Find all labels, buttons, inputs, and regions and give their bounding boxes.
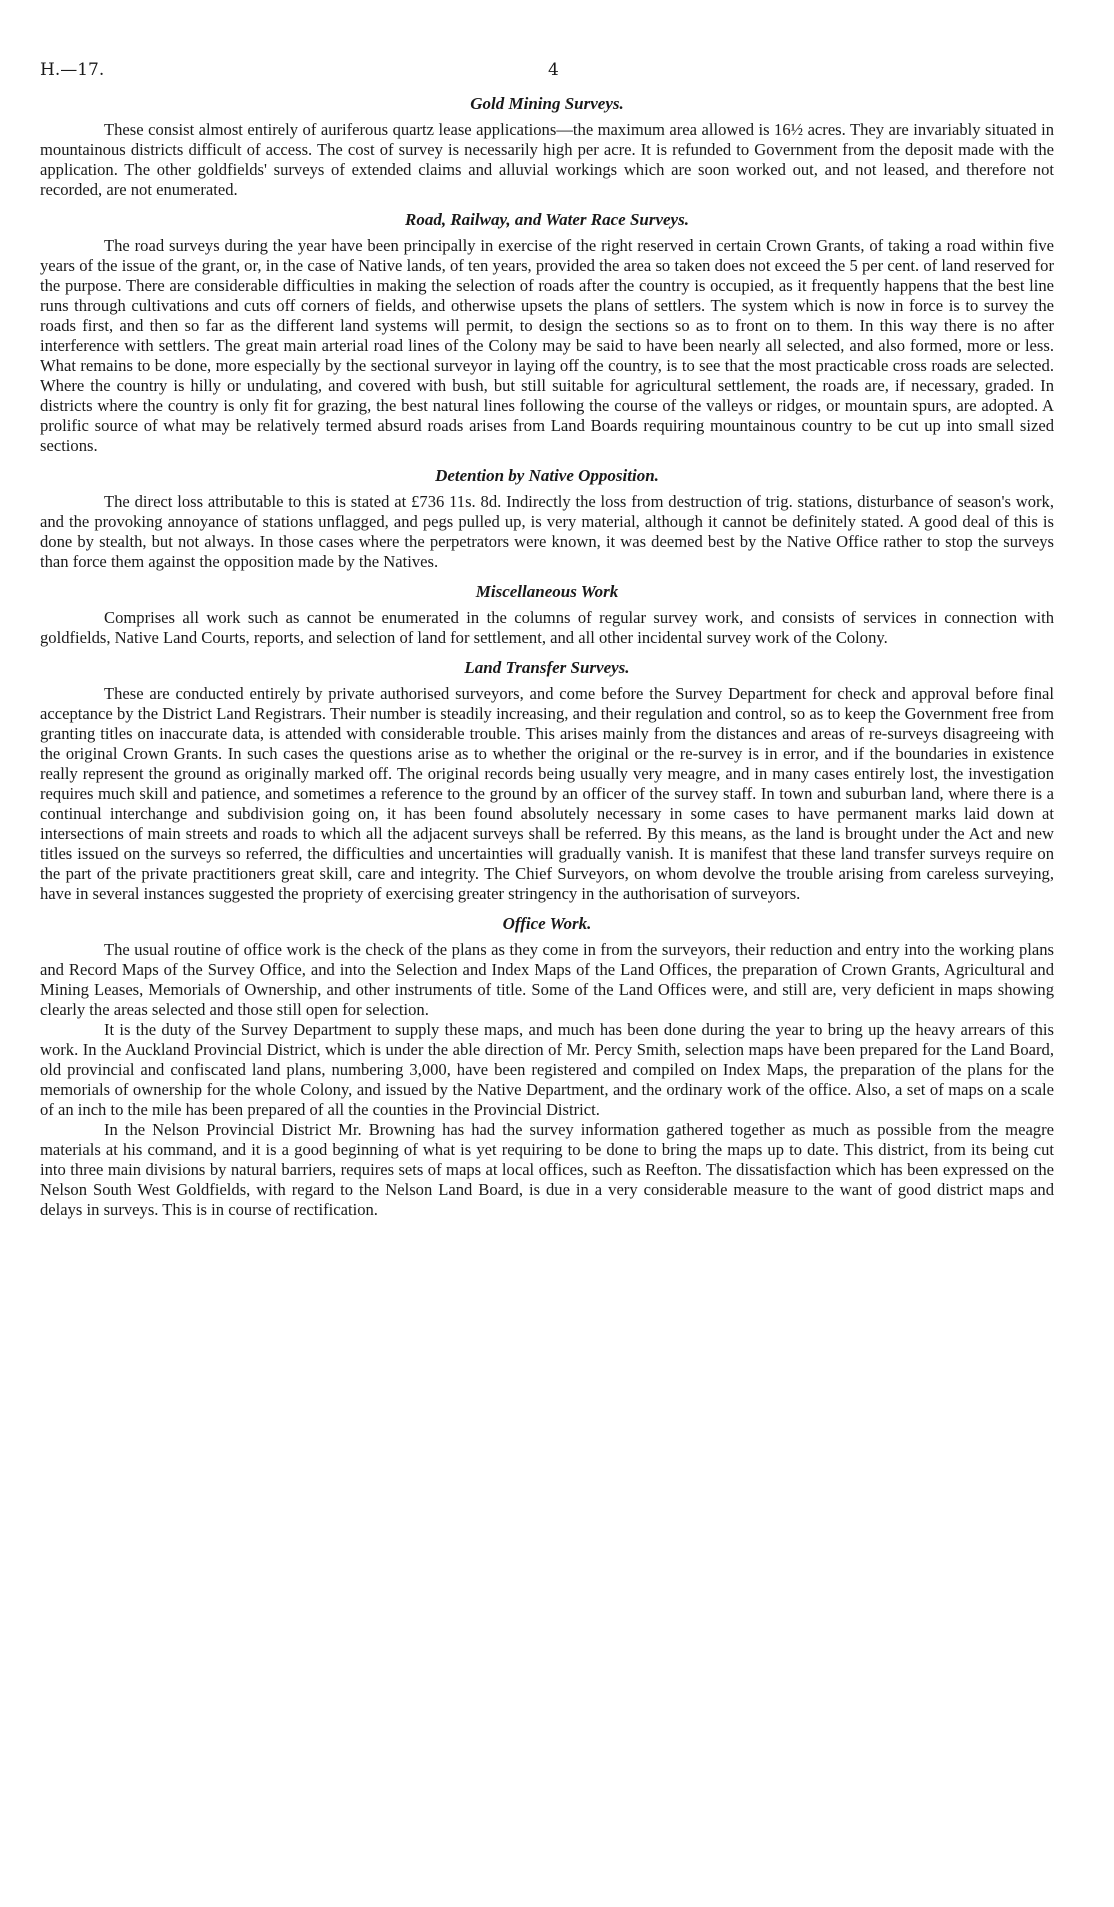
paragraph: These consist almost entirely of auriferous quartz lease applications—the maximum area allowed is 16½ acres. They are invariably situated in mountainous districts difficult of access. The cost of survey is necessarily high per acre. It is refunded to Government from the deposit made with the application. The other goldfields' surveys of extended claims and alluvial workings which are soon worked out, and not leased, and therefore not recorded, are not enumerated.: [40, 120, 1054, 199]
section-miscellaneous-work: [40, 582, 1054, 648]
section-land-transfer-surveys: [40, 658, 1054, 904]
paragraph: The usual routine of office work is the check of the plans as they come in from the surveyors, their reduction and entry into the working plans and Record Maps of the Survey Office, and into the Selection and Index Maps of the Land Offices, the preparation of Crown Grants, Agricultural and Mining Leases, Memorials of Ownership, and other instruments of title. Some of the Land Offices were, and still are, very deficient in maps showing clearly the areas selected and those still open for selection.: [40, 940, 1054, 1019]
section-heading: Miscellaneous Work: [475, 582, 619, 601]
section-gold-mining-surveys: [40, 94, 1054, 200]
page-number: 4: [548, 60, 559, 80]
paragraph: These are conducted entirely by private authorised surveyors, and come before the Survey Department for check and approval before final acceptance by the District Land Registrars. Their number is steadily increasing, and their regulation and control, so as to keep the Government free from granting titles on inaccurate data, is attended with considerable trouble. This arises mainly from the distances and areas of re-surveys disagreeing with the original Crown Grants. In such cases the questions arise as to whether the original or the re-survey is in error, and if the boundaries in existence really represent the ground as originally marked off. The original records being usually very meagre, and in many cases entirely lost, the investigation requires much skill and patience, and sometimes a reference to the ground by an officer of the survey staff. In town and suburban land, where there is a continual interchange and subdivision going on, it has been found absolutely necessary in some cases to have permanent marks laid down at intersections of main streets and roads to which all the adjacent surveys shall be referred. By this means, as the land is brought under the Act and new titles issued on the surveys so referred, the difficulties and uncertainties will gradually vanish. It is manifest that these land transfer surveys require on the part of the private practitioners great skill, care and integrity. The Chief Surveyors, on whom devolve the trouble arising from careless surveying, have in several instances suggested the propriety of exercising greater stringency in the authorisation of surveyors.: [40, 684, 1054, 903]
section-heading: Detention by Native Opposition.: [435, 466, 659, 485]
paragraph: The direct loss attributable to this is stated at £736 11s. 8d. Indirectly the loss from destruction of trig. stations, disturbance of season's work, and the provoking annoyance of stations unflagged, and pegs pulled up, is very material, although it cannot be definitely stated. A good deal of this is done by stealth, but not always. In those cases where the perpetrators were known, it was deemed best by the Native Office rather to stop the surveys than force them against the opposition made by the Natives.: [40, 492, 1054, 571]
paragraph: It is the duty of the Survey Department to supply these maps, and much has been done during the year to bring up the heavy arrears of this work. In the Auckland Provincial District, which is under the able direction of Mr. Percy Smith, selection maps have been prepared for the Land Board, old provincial and confiscated land plans, numbering 3,000, have been registered and compiled on Index Maps, the preparation of the plans for the memorials of ownership for the whole Colony, and issued by the Native Department, and the ordinary work of the office. Also, a set of maps on a scale of an inch to the mile has been prepared of all the counties in the Provincial District.: [40, 1020, 1054, 1119]
section-heading: Office Work.: [502, 914, 592, 933]
paragraph: In the Nelson Provincial District Mr. Browning has had the survey information gathered together as much as possible from the meagre materials at his command, and it is a good beginning of what is yet requiring to be done to bring the maps up to date. This district, from its being cut into three main divisions by natural barriers, requires sets of maps at local offices, such as Reefton. The dissatisfaction which has been expressed on the Nelson South West Goldfields, with regard to the Nelson Land Board, is due in a very considerable measure to the want of good district maps and delays in surveys. This is in course of rectification.: [40, 1120, 1054, 1219]
section-detention-by-native-opposition: [40, 466, 1054, 572]
paragraph: The road surveys during the year have been principally in exercise of the right reserved in certain Crown Grants, of taking a road within five years of the issue of the grant, or, in the case of Native lands, of ten years, provided the area so taken does not exceed the 5 per cent. of land reserved for the purpose. There are considerable difficulties in making the selection of roads after the country is occupied, as it frequently happens that the best line runs through cultivations and cuts off corners of fields, and otherwise upsets the plans of settlers. The system which is now in force is to survey the roads first, and then so far as the different land systems will permit, to design the sections so as to front on to them. In this way there is no after interference with settlers. The great main arterial road lines of the Colony may be said to have been nearly all selected, and also formed, more or less. What remains to be done, more especially by the sectional surveyor in laying off the country, is to see that the most practicable cross roads are selected. Where the country is hilly or undulating, and covered with bush, but still suitable for agricultural settlement, the roads are, if necessary, graded. In districts where the country is only fit for grazing, the best natural lines following the course of the valleys or ridges, or mountain spurs, are adopted. A prolific source of what may be relatively termed absurd roads arises from Land Boards requiring mountainous country to be cut up into small sized sections.: [40, 236, 1054, 455]
section-road-railway-water-race-surveys: [40, 210, 1054, 456]
paragraph: Comprises all work such as cannot be enumerated in the columns of regular survey work, and consists of services in connection with goldfields, Native Land Courts, reports, and selection of land for settlement, and all other incidental survey work of the Colony.: [40, 608, 1054, 647]
section-heading: Land Transfer Surveys.: [464, 658, 630, 677]
document-reference: H.—17.: [40, 60, 105, 80]
page-header: [40, 60, 1080, 82]
section-heading: Gold Mining Surveys.: [470, 94, 624, 113]
section-office-work: [40, 914, 1054, 1220]
section-heading: Road, Railway, and Water Race Surveys.: [405, 210, 689, 229]
document-content: [40, 94, 1054, 1230]
